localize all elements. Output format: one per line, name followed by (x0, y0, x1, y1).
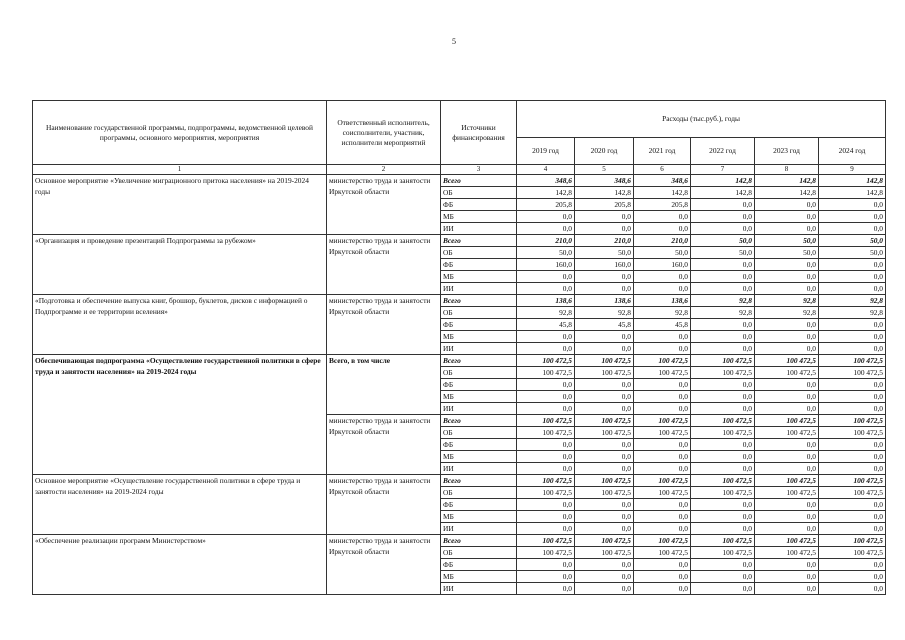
expense-value: 100 472,5 (819, 487, 886, 499)
expense-value: 100 472,5 (634, 487, 691, 499)
header-year: 2022 год (691, 138, 755, 165)
expense-value: 0,0 (755, 439, 819, 451)
expense-value: 0,0 (755, 511, 819, 523)
expense-value: 0,0 (755, 223, 819, 235)
expense-value: 210,0 (517, 235, 575, 247)
expenses-table (32, 100, 886, 595)
expense-value: 0,0 (691, 379, 755, 391)
funding-source: ОБ (441, 307, 517, 319)
expense-value: 142,8 (517, 187, 575, 199)
expense-value: 50,0 (755, 247, 819, 259)
expense-value: 0,0 (819, 583, 886, 595)
expense-value: 0,0 (634, 451, 691, 463)
expense-value: 0,0 (517, 463, 575, 475)
expense-value: 142,8 (755, 187, 819, 199)
header-year: 2023 год (755, 138, 819, 165)
expense-value: 100 472,5 (575, 367, 634, 379)
expense-value: 0,0 (755, 319, 819, 331)
expense-value: 0,0 (819, 331, 886, 343)
expense-value: 92,8 (819, 295, 886, 307)
expense-value: 100 472,5 (755, 475, 819, 487)
expense-value: 138,6 (517, 295, 575, 307)
header-source: Источники финансирования (441, 101, 517, 165)
expense-value: 0,0 (755, 571, 819, 583)
expense-value: 100 472,5 (575, 487, 634, 499)
expense-value: 50,0 (691, 235, 755, 247)
expense-value: 0,0 (819, 283, 886, 295)
expense-value: 0,0 (517, 283, 575, 295)
expense-value: 0,0 (575, 439, 634, 451)
expense-value: 0,0 (755, 271, 819, 283)
expense-value: 142,8 (575, 187, 634, 199)
expense-value: 0,0 (755, 559, 819, 571)
expense-value: 0,0 (575, 271, 634, 283)
expense-value: 0,0 (575, 451, 634, 463)
table-row (33, 295, 886, 307)
responsible-executor: министерство труда и занятости Иркутской области (327, 415, 441, 475)
expense-value: 0,0 (755, 379, 819, 391)
table-row (33, 355, 886, 367)
expense-value: 0,0 (691, 271, 755, 283)
expense-value: 0,0 (691, 559, 755, 571)
funding-source: МБ (441, 451, 517, 463)
responsible-executor: министерство труда и занятости Иркутской области (327, 235, 441, 295)
expense-value: 0,0 (691, 499, 755, 511)
expense-value: 205,8 (517, 199, 575, 211)
responsible-executor: министерство труда и занятости Иркутской области (327, 175, 441, 235)
expense-value: 0,0 (819, 523, 886, 535)
expense-value: 0,0 (634, 223, 691, 235)
expense-value: 0,0 (755, 391, 819, 403)
expense-value: 0,0 (691, 283, 755, 295)
expense-value: 50,0 (575, 247, 634, 259)
expense-value: 100 472,5 (634, 367, 691, 379)
expense-value: 0,0 (575, 523, 634, 535)
expense-value: 0,0 (691, 259, 755, 271)
expense-value: 100 472,5 (691, 355, 755, 367)
expense-value: 0,0 (634, 559, 691, 571)
expense-value: 100 472,5 (819, 535, 886, 547)
expense-value: 100 472,5 (691, 487, 755, 499)
expense-value: 0,0 (634, 343, 691, 355)
expense-value: 0,0 (517, 403, 575, 415)
expense-value: 0,0 (819, 511, 886, 523)
expense-value: 0,0 (691, 583, 755, 595)
header-expenses: Расходы (тыс.руб.), годы (517, 101, 886, 138)
expense-value: 0,0 (634, 511, 691, 523)
expense-value: 160,0 (575, 259, 634, 271)
col-number: 4 (517, 165, 575, 175)
expense-value: 0,0 (517, 391, 575, 403)
expense-value: 0,0 (517, 211, 575, 223)
col-number: 5 (575, 165, 634, 175)
expense-value: 100 472,5 (819, 475, 886, 487)
expense-value: 0,0 (755, 523, 819, 535)
expense-value: 0,0 (575, 583, 634, 595)
expense-value: 0,0 (691, 199, 755, 211)
expense-value: 100 472,5 (755, 547, 819, 559)
expense-value: 0,0 (819, 571, 886, 583)
expense-value: 0,0 (575, 343, 634, 355)
expense-value: 0,0 (634, 463, 691, 475)
funding-source: ОБ (441, 427, 517, 439)
col-number: 6 (634, 165, 691, 175)
table-row (33, 475, 886, 487)
expense-value: 0,0 (691, 571, 755, 583)
expense-value: 0,0 (517, 223, 575, 235)
expense-value: 100 472,5 (517, 355, 575, 367)
col-number: 3 (441, 165, 517, 175)
funding-source: Всего (441, 175, 517, 187)
expense-value: 0,0 (634, 271, 691, 283)
expense-value: 100 472,5 (517, 547, 575, 559)
header-year: 2024 год (819, 138, 886, 165)
expense-value: 0,0 (755, 343, 819, 355)
expense-value: 92,8 (691, 295, 755, 307)
expense-value: 0,0 (819, 559, 886, 571)
expense-value: 142,8 (755, 175, 819, 187)
expense-value: 0,0 (634, 211, 691, 223)
expense-value: 0,0 (819, 439, 886, 451)
expense-value: 0,0 (517, 511, 575, 523)
expense-value: 0,0 (819, 451, 886, 463)
funding-source: ИИ (441, 223, 517, 235)
expense-value: 0,0 (819, 463, 886, 475)
expense-value: 100 472,5 (575, 535, 634, 547)
expense-value: 50,0 (755, 235, 819, 247)
expense-value: 100 472,5 (691, 427, 755, 439)
expense-value: 50,0 (691, 247, 755, 259)
expense-value: 100 472,5 (755, 427, 819, 439)
expense-value: 0,0 (517, 439, 575, 451)
expense-value: 0,0 (691, 403, 755, 415)
expense-value: 0,0 (691, 211, 755, 223)
funding-source: ФБ (441, 379, 517, 391)
funding-source: ИИ (441, 523, 517, 535)
expense-value: 100 472,5 (517, 427, 575, 439)
expense-value: 0,0 (634, 391, 691, 403)
table-body (33, 175, 886, 595)
responsible-executor: министерство труда и занятости Иркутской области (327, 535, 441, 595)
expense-value: 0,0 (575, 211, 634, 223)
expense-value: 0,0 (691, 319, 755, 331)
expense-value: 142,8 (819, 187, 886, 199)
expense-value: 0,0 (575, 499, 634, 511)
funding-source: ОБ (441, 367, 517, 379)
funding-source: Всего (441, 355, 517, 367)
expense-value: 0,0 (517, 571, 575, 583)
expense-value: 210,0 (634, 235, 691, 247)
activity-name: «Обеспечение реализации программ Министерством» (33, 535, 327, 595)
expense-value: 0,0 (575, 463, 634, 475)
expense-value: 0,0 (691, 343, 755, 355)
funding-source: ОБ (441, 247, 517, 259)
activity-name: Обеспечивающая подпрограмма «Осуществление государственной политики в сфере труда и занятости населения» на 2019-2024 годы (33, 355, 327, 475)
expense-value: 0,0 (575, 571, 634, 583)
expense-value: 100 472,5 (819, 547, 886, 559)
funding-source: Всего (441, 475, 517, 487)
expense-value: 142,8 (691, 187, 755, 199)
expense-value: 45,8 (575, 319, 634, 331)
expense-value: 100 472,5 (691, 367, 755, 379)
expense-value: 100 472,5 (575, 415, 634, 427)
expense-value: 0,0 (819, 499, 886, 511)
expense-value: 100 472,5 (819, 415, 886, 427)
table-row (33, 235, 886, 247)
funding-source: Всего (441, 235, 517, 247)
expense-value: 0,0 (691, 511, 755, 523)
expense-value: 100 472,5 (517, 415, 575, 427)
expense-value: 0,0 (575, 283, 634, 295)
expense-value: 142,8 (819, 175, 886, 187)
expense-value: 0,0 (755, 259, 819, 271)
header-name: Наименование государственной программы, подпрограммы, ведомственной целевой программы, основного мероприятия, мероприятия (33, 101, 327, 165)
expense-value: 0,0 (691, 223, 755, 235)
col-number: 7 (691, 165, 755, 175)
expense-value: 138,6 (575, 295, 634, 307)
expense-value: 100 472,5 (691, 547, 755, 559)
expense-value: 100 472,5 (819, 355, 886, 367)
expense-value: 100 472,5 (634, 427, 691, 439)
expense-value: 142,8 (634, 187, 691, 199)
expense-value: 205,8 (575, 199, 634, 211)
expense-value: 50,0 (634, 247, 691, 259)
expense-value: 0,0 (819, 271, 886, 283)
expense-value: 100 472,5 (819, 367, 886, 379)
expense-value: 160,0 (517, 259, 575, 271)
funding-source: МБ (441, 331, 517, 343)
expense-value: 0,0 (819, 211, 886, 223)
expense-value: 92,8 (755, 295, 819, 307)
expense-value: 92,8 (691, 307, 755, 319)
responsible-executor: Всего, в том числе (327, 355, 441, 415)
expense-value: 0,0 (755, 283, 819, 295)
expense-value: 0,0 (634, 439, 691, 451)
page-number: 5 (452, 37, 456, 46)
expense-value: 0,0 (755, 199, 819, 211)
funding-source: МБ (441, 571, 517, 583)
header-year: 2021 год (634, 138, 691, 165)
col-number: 8 (755, 165, 819, 175)
expense-value: 210,0 (575, 235, 634, 247)
expense-value: 0,0 (819, 379, 886, 391)
expense-value: 0,0 (819, 259, 886, 271)
expense-value: 0,0 (634, 523, 691, 535)
activity-name: Основное мероприятие «Осуществление государственной политики в сфере труда и занятости населения» на 2019-2024 годы (33, 475, 327, 535)
expense-value: 50,0 (819, 247, 886, 259)
funding-source: МБ (441, 511, 517, 523)
expense-value: 0,0 (517, 331, 575, 343)
expense-value: 0,0 (634, 571, 691, 583)
expense-value: 0,0 (517, 523, 575, 535)
expense-value: 0,0 (819, 391, 886, 403)
expense-value: 0,0 (755, 403, 819, 415)
expense-value: 100 472,5 (634, 475, 691, 487)
expense-value: 45,8 (517, 319, 575, 331)
expense-value: 0,0 (634, 403, 691, 415)
expense-value: 0,0 (575, 331, 634, 343)
responsible-executor: министерство труда и занятости Иркутской области (327, 475, 441, 535)
expense-value: 0,0 (691, 391, 755, 403)
expense-value: 348,6 (517, 175, 575, 187)
expense-value: 50,0 (517, 247, 575, 259)
expense-value: 0,0 (575, 511, 634, 523)
expense-value: 0,0 (691, 439, 755, 451)
expense-value: 0,0 (691, 523, 755, 535)
expense-value: 0,0 (517, 379, 575, 391)
expense-value: 100 472,5 (575, 547, 634, 559)
funding-source: ФБ (441, 559, 517, 571)
expense-value: 92,8 (575, 307, 634, 319)
expense-value: 100 472,5 (691, 535, 755, 547)
expense-value: 138,6 (634, 295, 691, 307)
funding-source: ОБ (441, 487, 517, 499)
expense-value: 0,0 (755, 451, 819, 463)
expense-value: 0,0 (691, 451, 755, 463)
expense-value: 160,0 (634, 259, 691, 271)
expense-value: 100 472,5 (575, 475, 634, 487)
table-row (33, 535, 886, 547)
expense-value: 100 472,5 (755, 367, 819, 379)
table-row (33, 175, 886, 187)
expense-value: 0,0 (755, 463, 819, 475)
funding-source: ФБ (441, 499, 517, 511)
funding-source: Всего (441, 295, 517, 307)
expense-value: 92,8 (634, 307, 691, 319)
funding-source: Всего (441, 535, 517, 547)
expense-value: 348,6 (634, 175, 691, 187)
expense-value: 100 472,5 (517, 535, 575, 547)
expense-value: 100 472,5 (691, 475, 755, 487)
funding-source: ФБ (441, 199, 517, 211)
expense-value: 0,0 (575, 223, 634, 235)
expense-value: 100 472,5 (634, 415, 691, 427)
expense-value: 0,0 (517, 559, 575, 571)
funding-source: МБ (441, 391, 517, 403)
expense-value: 142,8 (691, 175, 755, 187)
funding-source: ИИ (441, 403, 517, 415)
expense-value: 100 472,5 (517, 367, 575, 379)
expense-value: 100 472,5 (634, 535, 691, 547)
col-number: 1 (33, 165, 327, 175)
expense-value: 0,0 (517, 271, 575, 283)
expense-value: 100 472,5 (634, 355, 691, 367)
expense-value: 100 472,5 (575, 427, 634, 439)
expense-value: 0,0 (691, 331, 755, 343)
funding-source: ОБ (441, 187, 517, 199)
expense-value: 0,0 (819, 199, 886, 211)
expense-value: 0,0 (755, 583, 819, 595)
expense-value: 50,0 (819, 235, 886, 247)
expense-value: 100 472,5 (517, 487, 575, 499)
expense-value: 0,0 (634, 379, 691, 391)
expense-value: 348,6 (575, 175, 634, 187)
expense-value: 0,0 (634, 583, 691, 595)
expense-value: 0,0 (517, 583, 575, 595)
expense-value: 0,0 (575, 559, 634, 571)
expense-value: 0,0 (819, 343, 886, 355)
expense-value: 205,8 (634, 199, 691, 211)
activity-name: Основное мероприятие «Увеличение миграционного притока населения» на 2019-2024 годы (33, 175, 327, 235)
expense-value: 92,8 (819, 307, 886, 319)
funding-source: ФБ (441, 259, 517, 271)
expense-value: 0,0 (819, 319, 886, 331)
funding-source: ИИ (441, 463, 517, 475)
funding-source: Всего (441, 415, 517, 427)
expense-value: 100 472,5 (517, 475, 575, 487)
expense-value: 45,8 (634, 319, 691, 331)
expense-value: 0,0 (517, 499, 575, 511)
col-number: 2 (327, 165, 441, 175)
expense-value: 100 472,5 (691, 415, 755, 427)
expense-value: 100 472,5 (755, 487, 819, 499)
expense-value: 100 472,5 (755, 535, 819, 547)
header-responsible: Ответственный исполнитель, соисполнители, участник, исполнители мероприятий (327, 101, 441, 165)
activity-name: «Организация и проведение презентаций Подпрограммы за рубежом» (33, 235, 327, 295)
expense-value: 0,0 (634, 331, 691, 343)
expense-value: 100 472,5 (819, 427, 886, 439)
expense-value: 0,0 (575, 391, 634, 403)
funding-source: ФБ (441, 319, 517, 331)
responsible-executor: министерство труда и занятости Иркутской области (327, 295, 441, 355)
expense-value: 100 472,5 (755, 355, 819, 367)
expense-value: 0,0 (755, 499, 819, 511)
expense-value: 0,0 (634, 283, 691, 295)
funding-source: МБ (441, 211, 517, 223)
funding-source: МБ (441, 271, 517, 283)
expense-value: 100 472,5 (575, 355, 634, 367)
col-number: 9 (819, 165, 886, 175)
expense-value: 92,8 (517, 307, 575, 319)
expense-value: 0,0 (819, 403, 886, 415)
expense-value: 0,0 (755, 331, 819, 343)
expense-value: 0,0 (819, 223, 886, 235)
funding-source: ИИ (441, 283, 517, 295)
expense-value: 0,0 (755, 211, 819, 223)
expense-value: 100 472,5 (634, 547, 691, 559)
header-year: 2019 год (517, 138, 575, 165)
expense-value: 92,8 (755, 307, 819, 319)
funding-source: ОБ (441, 547, 517, 559)
expense-value: 0,0 (691, 463, 755, 475)
header-year: 2020 год (575, 138, 634, 165)
expense-value: 100 472,5 (755, 415, 819, 427)
expense-value: 0,0 (517, 451, 575, 463)
funding-source: ИИ (441, 343, 517, 355)
expense-value: 0,0 (575, 379, 634, 391)
expense-value: 0,0 (634, 499, 691, 511)
funding-source: ИИ (441, 583, 517, 595)
expense-value: 0,0 (517, 343, 575, 355)
funding-source: ФБ (441, 439, 517, 451)
expense-value: 0,0 (575, 403, 634, 415)
activity-name: «Подготовка и обеспечение выпуска книг, брошюр, буклетов, дисков с информацией о Подпрограмме и ее территории вселения» (33, 295, 327, 355)
